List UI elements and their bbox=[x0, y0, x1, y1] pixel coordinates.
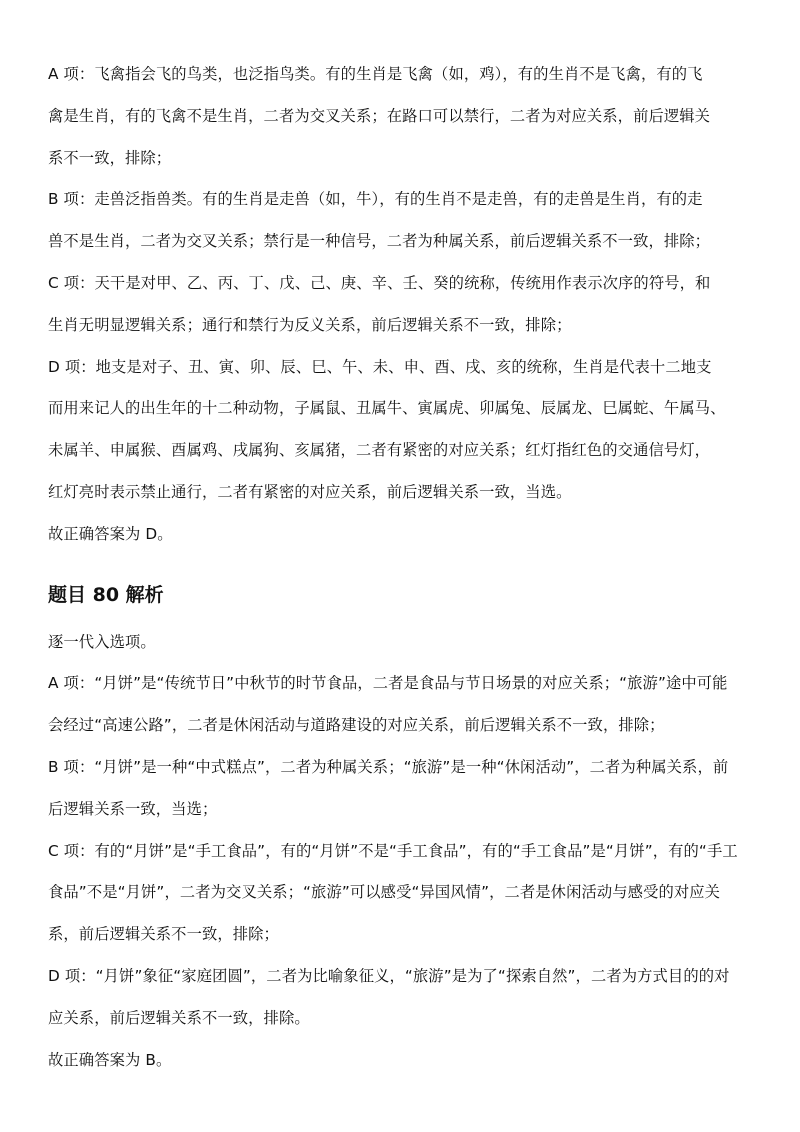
text-line: 食品”不是“月饼”，二者为交叉关系；“旅游”可以感受“异国风情”，二者是休闲活动与感受的对应关 bbox=[48, 883, 721, 902]
text-line: B 项：走兽泛指兽类。有的生肖是走兽（如，牛），有的生肖不是走兽，有的走兽是生肖，有的走 bbox=[48, 190, 703, 209]
section-heading: 题目 80 解析 bbox=[48, 583, 164, 606]
text-line: 逐一代入选项。 bbox=[48, 632, 156, 651]
text-line: C 项：天干是对甲、乙、丙、丁、戊、己、庚、辛、壬、癸的统称，传统用作表示次序的符号，和 bbox=[48, 273, 711, 292]
text-line: 应关系，前后逻辑关系不一致，排除。 bbox=[48, 1008, 310, 1027]
text-line: 未属羊、申属猴、酉属鸡、戌属狗、亥属猪，二者有紧密的对应关系；红灯指红色的交通信号灯， bbox=[48, 441, 711, 460]
text-line: C 项：有的“月饼”是“手工食品”，有的“月饼”不是“手工食品”，有的“手工食品”是“月饼”，有的“手工 bbox=[48, 841, 738, 860]
previous-question-analysis bbox=[48, 54, 758, 556]
text-line: A 项：“月饼”是“传统节日”中秋节的时节食品，二者是食品与节日场景的对应关系；“旅游”途中可能 bbox=[48, 674, 728, 693]
answer-line: 故正确答案为 B。 bbox=[48, 1050, 172, 1069]
text-line: 而用来记人的出生年的十二种动物，子属鼠、丑属牛、寅属虎、卯属兔、辰属龙、巳属蛇、午属马、 bbox=[48, 399, 726, 418]
document-page bbox=[48, 54, 758, 1081]
answer-line: 故正确答案为 D。 bbox=[48, 524, 173, 543]
text-line: D 项：“月饼”象征“家庭团圆”，二者为比喻象征义，“旅游”是为了“探索自然”，二者为方式目的的对 bbox=[48, 966, 730, 985]
question-80-analysis bbox=[48, 622, 758, 1082]
text-line: 系，前后逻辑关系不一致，排除； bbox=[48, 925, 279, 944]
text-line: A 项：飞禽指会飞的鸟类，也泛指鸟类。有的生肖是飞禽（如，鸡），有的生肖不是飞禽，有的飞 bbox=[48, 65, 703, 83]
text-line: 禽是生肖，有的飞禽不是生肖，二者为交叉关系；在路口可以禁行，二者为对应关系，前后逻辑关 bbox=[48, 106, 711, 125]
text-line: D 项：地支是对子、丑、寅、卯、辰、巳、午、未、申、酉、戌、亥的统称，生肖是代表十二地支 bbox=[48, 357, 712, 376]
text-line: 兽不是生肖，二者为交叉关系；禁行是一种信号，二者为种属关系，前后逻辑关系不一致，排除； bbox=[48, 232, 711, 251]
text-line: 红灯亮时表示禁止通行，二者有紧密的对应关系，前后逻辑关系一致，当选。 bbox=[48, 482, 572, 501]
text-line: 会经过“高速公路”，二者是休闲活动与道路建设的对应关系，前后逻辑关系不一致，排除； bbox=[48, 716, 665, 735]
text-line: 后逻辑关系一致，当选； bbox=[48, 799, 218, 818]
text-line: 生肖无明显逻辑关系；通行和禁行为反义关系，前后逻辑关系不一致，排除； bbox=[48, 315, 572, 334]
text-line: B 项：“月饼”是一种“中式糕点”，二者为种属关系；“旅游”是一种“休闲活动”，二者为种属关系，前 bbox=[48, 757, 729, 776]
text-line: 系不一致，排除； bbox=[48, 148, 172, 167]
